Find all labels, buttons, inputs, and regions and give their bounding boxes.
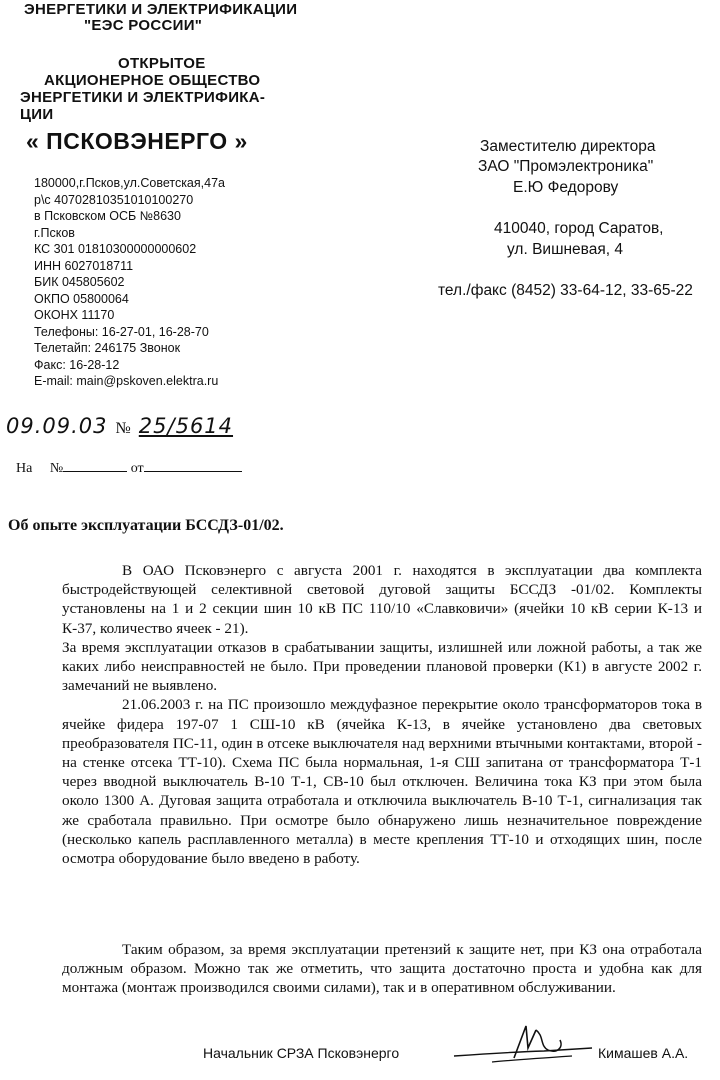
requisite-line: Телетайп: 246175 Звонок — [34, 341, 181, 355]
addressee-line-4: 410040, город Саратов, — [494, 220, 664, 237]
requisite-line: 180000,г.Псков,ул.Советская,47а — [34, 176, 225, 190]
company-name: « ПСКОВЭНЕРГО » — [26, 128, 248, 154]
handwritten-signature — [452, 1018, 594, 1068]
signatory-position: Начальник СРЗА Псковэнерго — [203, 1045, 400, 1061]
signatory-name: Кимашев А.А. — [598, 1045, 689, 1061]
reference-no-label: № — [49, 461, 64, 476]
reference-ot-label: от — [130, 461, 144, 476]
letter-body — [62, 561, 702, 868]
outgoing-date: 09.09.03 — [6, 414, 108, 438]
letter-subject: Об опыте эксплуатации БССДЗ-01/02. — [8, 517, 284, 534]
requisite-line: E-mail: main@pskoven.elektra.ru — [34, 374, 219, 388]
letterhead-org-line-2: АКЦИОНЕРНОЕ ОБЩЕСТВО — [44, 72, 261, 89]
letter-conclusion — [62, 940, 702, 998]
requisite-line: в Псковском ОСБ №8630 — [34, 209, 181, 223]
reference-date-blank — [144, 459, 242, 472]
body-paragraph: В ОАО Псковэнерго с августа 2001 г. находятся в эксплуатации два комплекта быстродействующей селективной световой дуговой защиты БССДЗ -01/02. Комплекты установлены на 1 и 2 секции шин 10 кВ ПС 110/10 «Славковичи» (ячейки 10 кВ серии К-13 и К-37, количество ячеек - 21). — [62, 562, 702, 637]
body-paragraph: За время эксплуатации отказов в срабатывании защиты, излишней или ложной работы, а так же каких либо неисправностей не было. При проведении плановой проверки (К1) в августе 2002 г. замечаний не выявлено. — [62, 638, 702, 695]
requisite-line: ОКОНХ 11170 — [34, 308, 115, 322]
reference-line — [16, 459, 242, 477]
addressee-line-3: Е.Ю Федорову — [513, 179, 619, 196]
letterhead-org-line-4: ЦИИ — [20, 106, 54, 123]
requisite-line: р\с 40702810351010100270 — [34, 192, 194, 207]
number-sign: № — [115, 420, 131, 437]
addressee-line-1: Заместителю директора — [480, 138, 656, 155]
letterhead-org-line-3: ЭНЕРГЕТИКИ И ЭЛЕКТРИФИКА- — [20, 89, 266, 106]
body-paragraph: Таким образом, за время эксплуатации претензий к защите нет, при КЗ она отработала должным образом. Можно так же отметить, что защита достаточно проста и удобна как для монтажа (монтаж производился своими силами), так и в оперативном обслуживании. — [62, 941, 702, 997]
reference-number-blank — [63, 459, 127, 472]
letterhead-org-line-1: ОТКРЫТОЕ — [118, 55, 206, 72]
letterhead-top-line-1: ЭНЕРГЕТИКИ И ЭЛЕКТРИФИКАЦИИ — [24, 1, 298, 18]
addressee-line-5: ул. Вишневая, 4 — [507, 241, 623, 258]
outgoing-number: 25/5614 — [138, 414, 234, 438]
requisite-line: г.Псков — [34, 225, 75, 240]
requisite-line: Факс: 16-28-12 — [34, 357, 120, 372]
outgoing-reg — [6, 414, 233, 438]
requisites-block — [34, 175, 225, 390]
requisite-line: Телефоны: 16-27-01, 16-28-70 — [34, 324, 209, 339]
requisite-line: ИНН 6027018711 — [34, 258, 134, 273]
reference-na-label: На — [16, 461, 33, 476]
requisite-line: ОКПО 05800064 — [34, 291, 129, 306]
requisite-line: БИК 045805602 — [34, 275, 125, 289]
addressee-line-2: ЗАО "Промэлектроника" — [478, 158, 654, 175]
letterhead-top-line-2: "ЕЭС РОССИИ" — [84, 17, 203, 34]
addressee-line-6: тел./факс (8452) 33-64-12, 33-65-22 — [438, 282, 693, 299]
body-paragraph: 21.06.2003 г. на ПС произошло междуфазное перекрытие около трансформаторов тока в ячейке фидера 197-07 1 СШ-10 кВ (ячейка К-13, в ячейке установлено два световых преобразователя ПС-11, один в отсеке выключателя над верхними втычными контактами, второй - на стенке отсека ТТ-10). Схема ПС была нормальная, 1-я СШ запитана от трансформатора Т-1 через вводной выключатель В-10 Т-1, СВ-10 был отключен. Величина тока КЗ при этом была около 1300 А. Дуговая защита отработала и отключила выключатель В-10 Т-1, сигнализация так же сработала правильно. При осмотре было обнаружено лишь незначительное повреждение (несколько капель расплавленного металла) в месте крепления ТТ-10 и отходящих шин, после осмотра оборудование было введено в работу. — [62, 696, 702, 868]
requisite-line: КС 301 01810300000000602 — [34, 242, 197, 256]
